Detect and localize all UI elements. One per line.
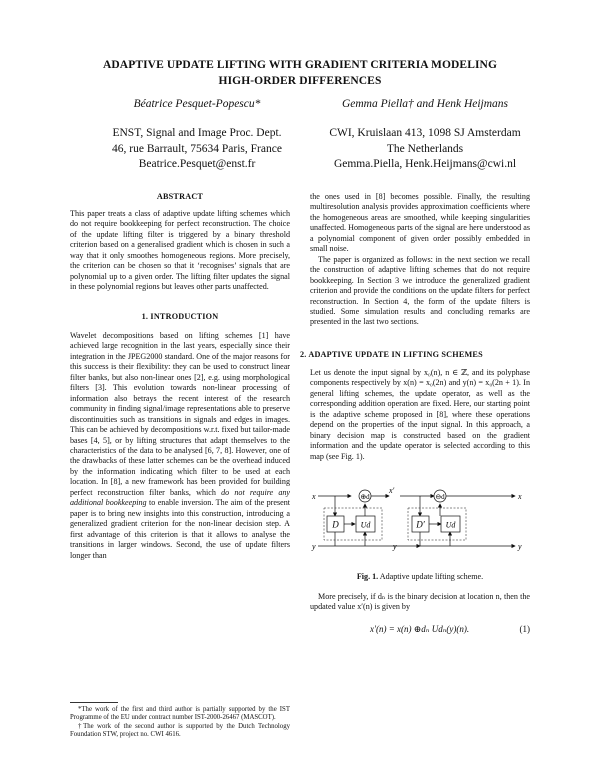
intro-paragraph — [70, 331, 290, 561]
figure-caption-text: Adaptive update lifting scheme. — [378, 572, 484, 581]
ominus-label: ⊖d — [435, 493, 445, 501]
intro-text-b: to enable inversion. The aim of the present paper is to bring new insights into this construction, introducing a generalized gradient criterion for the non-linear decision step. A first advantage of this criterion is that it allows to analyse the transitions in larger windows. Second, the use of update filters longer than — [70, 498, 291, 560]
section2-paragraph-1: Let us denote the input signal by x₀(n), n ∈ ℤ, and its polyphase components respectively by x(n) = x₀(2n) and y(n) = x₀(2n + 1). In general lifting schemes, the update operator, as well as the corresponding addition operation are fixed. Here, our starting point is the adaptive scheme proposed in [8], where these operations depend on the properties of the input signal. In this approach, a binary decision map is constructed based on the gradient information and the update operator is selected according to this map (see Fig. 1). — [310, 368, 530, 461]
affiliation-line: The Netherlands — [386, 142, 464, 155]
affiliation-right — [300, 126, 550, 173]
x-out-label: x — [518, 492, 522, 501]
intro-emphasis: do not require any additional bookkeeping — [70, 487, 291, 508]
email-left: Beatrice.Pesquet@enst.fr — [138, 158, 256, 170]
section2-paragraph-2: More precisely, if dₙ is the binary decision at location n, then the updated value x′(n) is given by — [310, 592, 530, 612]
section2-text-2 — [310, 592, 530, 613]
figure-1-diagram — [310, 478, 530, 568]
equation-number: (1) — [519, 624, 530, 634]
y-mid-label: y — [393, 542, 397, 551]
footnotes — [70, 706, 290, 739]
ud2-label: Ud — [445, 520, 456, 530]
paper-title — [60, 57, 540, 89]
figure-caption-label: Fig. 1. — [356, 572, 379, 581]
right-paragraph-1: the ones used in [8] becomes possible. Finally, the resulting multiresolution analysis provides approximation coefficients where the homogeneous areas are smoothed, while keeping singularities unaffected. Homogeneous parts of the signal are here understood as a polynomial component of given order possibly embedded in small noise. — [310, 192, 530, 254]
section2-heading: 2. ADAPTIVE UPDATE IN LIFTING SCHEMES — [300, 350, 483, 359]
y-out-label: y — [518, 542, 522, 551]
ud-label: Ud — [360, 520, 371, 530]
figure-caption — [310, 572, 530, 581]
x-label: x — [312, 492, 316, 501]
abstract-heading: ABSTRACT — [156, 192, 204, 201]
email-right: Gemma.Piella, Henk.Heijmans@cwi.nl — [333, 158, 517, 170]
intro-text-a: Wavelet decompositions based on lifting schemes [1] have achieved large recognition in the last years, especially since their integration in the JPEG2000 standard. One of the major reasons for this success is their flexibility: they can be used to construct linear filter banks, but also non-linear ones [2], e.g. using morphological filters [3]. This evolution towards non-linear processing of information also betrays the recent interest of the research community in finding signal/image representations able to preserve discontinuities such as transitions in signals and edges in images. This can be achieved by decompositions w.r.t. fixed but tailor-made bases [4, 5], or by lifting structures that adapt themselves to the characteristics of the data to be analysed [6, 7, 8]. However, one of the drawbacks of these latter schemes can be the overhead induced by the information indicating which filter to be used at each location. In [8], a new framework has been provided for building perfect reconstruction filter banks, which — [70, 331, 290, 497]
author-left: Béatrice Pesquet-Popescu* — [133, 98, 261, 110]
section2-text — [310, 368, 530, 462]
oplus-label: ⊕d — [360, 493, 370, 501]
intro-text — [70, 331, 290, 561]
dprime-label: D′ — [416, 519, 425, 530]
affiliation-line: 46, rue Barrault, 75634 Paris, France — [112, 142, 282, 155]
affiliation-line: ENST, Signal and Image Proc. Dept. — [112, 127, 282, 139]
footnote-1: *The work of the first and third author is partially supported by the IST Programme of the EU under contract number IST-2000-26467 (MASCOT). — [70, 706, 290, 722]
footnote-rule — [70, 702, 118, 703]
d-label: D — [332, 519, 339, 530]
title-line-2: HIGH-ORDER DIFFERENCES — [218, 75, 382, 87]
right-paragraph-2: The paper is organized as follows: in the next section we recall the construction of adaptive lifting schemes that do not require bookkeeping. In Section 3 we introduce the generalized gradient criterion and provide the conditions on the update filters for perfect reconstruction. In Section 4, the form of the update filters is studied. Some simulation results and concluding remarks are presented in the last two sections. — [310, 254, 530, 327]
affiliation-line: CWI, Kruislaan 413, 1098 SJ Amsterdam — [329, 127, 521, 139]
intro-heading: 1. INTRODUCTION — [141, 312, 219, 321]
xprime-label: x′ — [389, 486, 395, 495]
equation-body: x′(n) = x(n) ⊕dₙ Udₙ(y)(n). — [370, 624, 470, 634]
y-label: y — [312, 542, 316, 551]
right-column-text — [310, 192, 530, 328]
abstract-text — [70, 209, 290, 293]
footnote-2: †The work of the second author is supported by the Dutch Technology Foundation STW, project no. CWI 4616. — [70, 722, 290, 738]
title-line-1: ADAPTIVE UPDATE LIFTING WITH GRADIENT CRITERIA MODELING — [102, 59, 497, 71]
affiliation-left — [62, 126, 332, 173]
abstract-paragraph: This paper treats a class of adaptive update lifting schemes which do not require bookkeeping for perfect reconstruction. The choice of the update lifting filter is triggered by a binary threshold criterion based on a generalised gradient which is chosen in such a way that it only smoothes homogeneous regions. More precisely, the criterion can be chosen so that it ‘recognises’ signals that are polynomial up to a given order. The lifting filter updates the signal in these polynomial regions but leaves other parts unaffected. — [70, 209, 290, 292]
author-right: Gemma Piella† and Henk Heijmans — [341, 98, 509, 110]
